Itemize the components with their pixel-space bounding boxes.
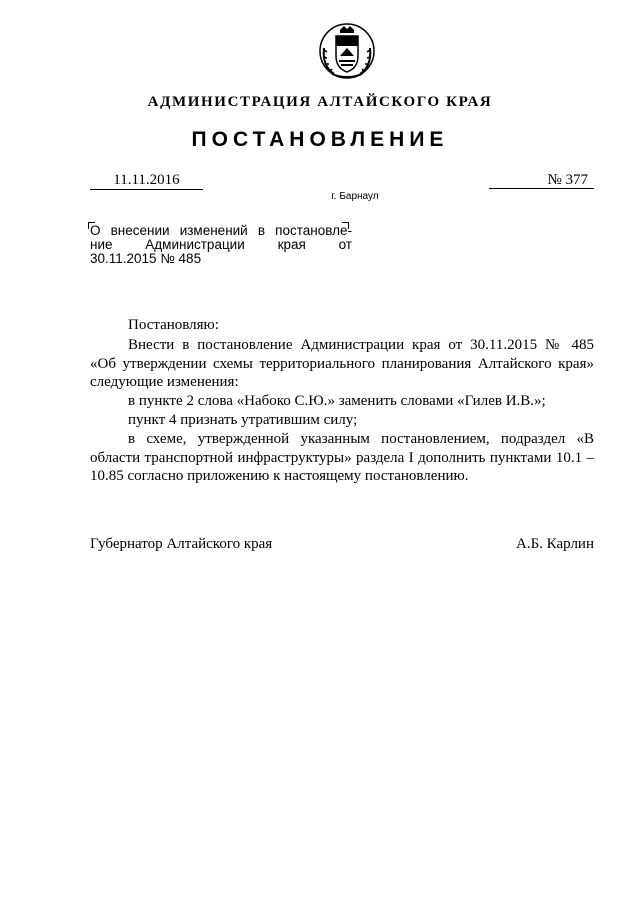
subject-line-1: О внесении изменений в постановле- — [90, 223, 352, 238]
signatory-position: Губернатор Алтайского края — [90, 536, 273, 552]
document-number: № 377 — [489, 171, 594, 189]
body-paragraph-1-rest: «Об утверждении схемы территориального планирования Алтайского края» следующие изменения: — [90, 355, 594, 391]
body-intro: Постановляю: — [128, 317, 219, 333]
document-date: 11.11.2016 — [90, 171, 203, 190]
body-paragraph-1-first-line: Внести в постановление Администрации края от 30.11.2015 № 485 — [128, 336, 594, 353]
organization-name: АДМИНИСТРАЦИЯ АЛТАЙСКОГО КРАЯ — [147, 94, 493, 110]
subject-line-3: 30.11.2015 № 485 — [90, 251, 202, 266]
subject-line-2: ние Администрации края от — [90, 237, 352, 252]
body-paragraph-3: пункт 4 признать утратившим силу; — [128, 411, 358, 428]
document-subject — [90, 224, 352, 266]
coat-of-arms-icon — [318, 22, 376, 80]
signatory-name: А.Б. Карлин — [515, 536, 594, 552]
body-paragraph-2: в пункте 2 слова «Набоко С.Ю.» заменить словами «Гилев И.В.»; — [128, 393, 546, 410]
signature-block — [90, 536, 594, 556]
document-body — [90, 316, 594, 486]
document-type: ПОСТАНОВЛЕНИЕ — [191, 128, 449, 151]
body-paragraph-4: в схеме, утвержденной указанным постановлением, подраздел «В области транспортной инфраструктуры» раздела I дополнить пунктами 10.1 – 10.85 согласно приложению к настоящему постановлению. — [90, 430, 594, 485]
document-city: г. Барнаул — [331, 191, 379, 202]
